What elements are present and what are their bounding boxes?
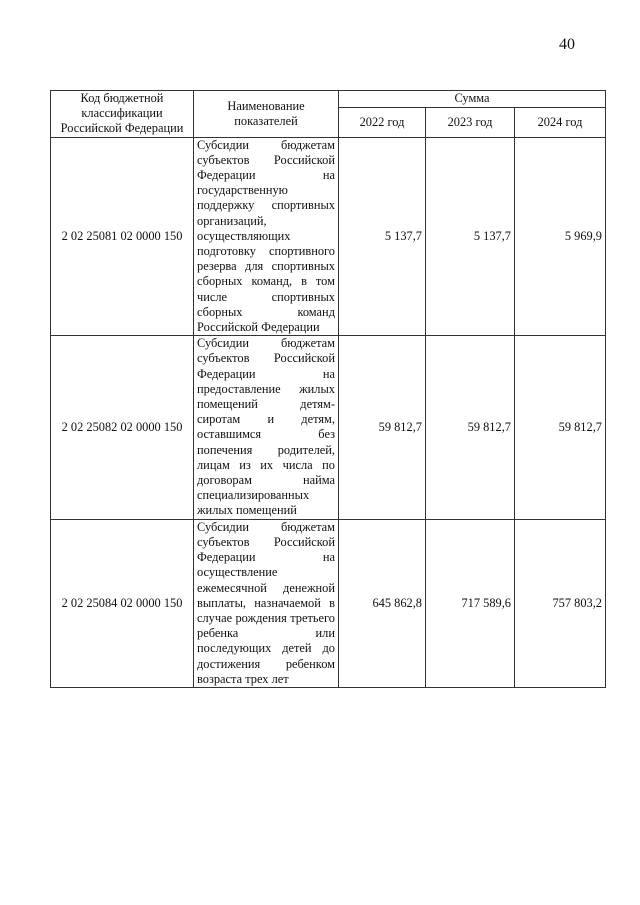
- row-name-text: Субсидии бюджетам субъектов Российской Федерации на осуществление ежемесячной денежной выплаты, назначаемой в случае рождения третьего ребенка или последующих детей до достижения ребенком возраста трех лет: [197, 519, 335, 686]
- header-sum: Сумма: [339, 91, 606, 108]
- page-number: 40: [559, 36, 575, 53]
- row-name: [194, 519, 339, 687]
- header-year-2024: 2024 год: [515, 107, 606, 137]
- row-name-text: Субсидии бюджетам субъектов Российской Федерации на государственную поддержку спортивных организаций, осуществляющих подготовку спортивного резерва для спортивных сборных команд, в том числе спортивных сборных команд Российской Федерации: [197, 137, 335, 335]
- header-name: Наименование показателей: [194, 91, 339, 138]
- row-code: 2 02 25082 02 0000 150: [51, 336, 194, 519]
- table-row: [51, 519, 606, 687]
- header-year-2023: 2023 год: [426, 107, 515, 137]
- row-value-2023: 59 812,7: [426, 336, 515, 519]
- row-name: [194, 336, 339, 519]
- row-value-2022: 645 862,8: [339, 519, 426, 687]
- table-header-row: [51, 91, 606, 108]
- row-value-2022: 5 137,7: [339, 137, 426, 336]
- row-code: 2 02 25081 02 0000 150: [51, 137, 194, 336]
- row-name: [194, 137, 339, 336]
- row-value-2023: 717 589,6: [426, 519, 515, 687]
- header-code: Код бюджетной классификации Российской Федерации: [51, 91, 194, 138]
- row-name-text: Субсидии бюджетам субъектов Российской Федерации на предоставление жилых помещений детям-сиротам и детям, оставшимся без попечения родителей, лицам из их числа по договорам найма специализированных жилых помещений: [197, 336, 335, 518]
- row-value-2022: 59 812,7: [339, 336, 426, 519]
- row-value-2024: 757 803,2: [515, 519, 606, 687]
- budget-table: [50, 90, 606, 688]
- header-year-2022: 2022 год: [339, 107, 426, 137]
- table-row: [51, 137, 606, 336]
- row-value-2024: 59 812,7: [515, 336, 606, 519]
- row-value-2024: 5 969,9: [515, 137, 606, 336]
- row-code: 2 02 25084 02 0000 150: [51, 519, 194, 687]
- row-value-2023: 5 137,7: [426, 137, 515, 336]
- table-row: [51, 336, 606, 519]
